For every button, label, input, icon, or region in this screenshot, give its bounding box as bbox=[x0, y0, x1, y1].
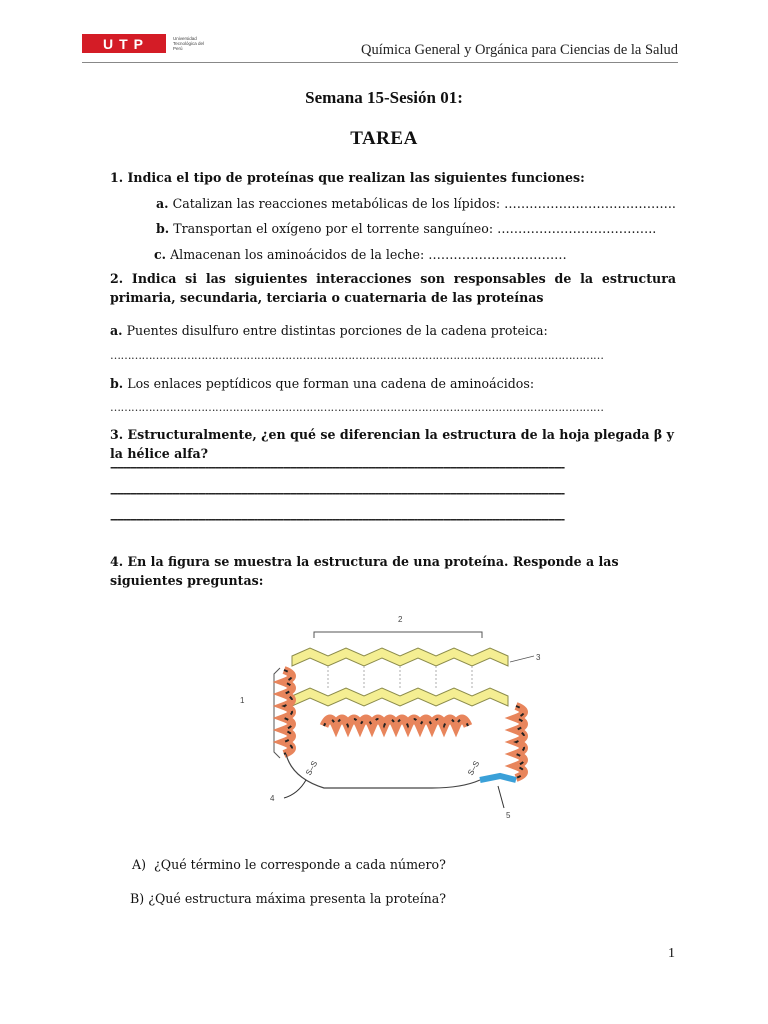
beta-sheet-upper bbox=[292, 648, 508, 666]
q1-item-c bbox=[154, 245, 567, 264]
q4-prompt: 4. En la figura se muestra la estructura de una proteína. Responde a las siguientes preguntas: bbox=[110, 554, 619, 588]
alpha-helix-right bbox=[516, 706, 524, 778]
q4-subquestion-a bbox=[132, 855, 446, 874]
figure-label-5: 5 bbox=[506, 811, 511, 820]
beta-sheet-lower bbox=[292, 688, 508, 706]
q1-item-a-letter: a. bbox=[156, 196, 169, 211]
figure-label-1: 1 bbox=[240, 696, 245, 705]
header-divider bbox=[82, 62, 678, 63]
q1-item-a bbox=[156, 194, 676, 213]
blue-loop-segment bbox=[480, 776, 516, 780]
alpha-helix-left bbox=[284, 670, 292, 754]
utp-logo bbox=[82, 34, 209, 53]
q2-item-b-text: Los enlaces peptídicos que forman una cadena de aminoácidos: bbox=[127, 376, 535, 391]
disulfide-bridge-right: S–S bbox=[465, 759, 482, 777]
q1-item-b-letter: b. bbox=[156, 221, 170, 236]
q4-subquestion-a-letter: A) bbox=[132, 857, 147, 872]
week-title: Semana 15-Sesión 01: bbox=[305, 88, 463, 107]
assignment-title: TAREA bbox=[350, 128, 418, 149]
page-number: 1 bbox=[668, 946, 675, 961]
q3-answer-line: ------------------------------------------------------------------------------------------------------------------------------------------- bbox=[110, 513, 564, 526]
q1-prompt: 1. Indica el tipo de proteínas que realizan las siguientes funciones: bbox=[110, 170, 585, 185]
q4-subquestion-a-text: ¿Qué término le corresponde a cada número? bbox=[154, 857, 446, 872]
hydrogen-bonds bbox=[328, 666, 472, 688]
figure-label-4: 4 bbox=[270, 794, 275, 803]
q3-prompt: 3. Estructuralmente, ¿en qué se diferencian la estructura de la hoja plegada β y la hélice alfa? bbox=[110, 427, 674, 461]
course-title: Química General y Orgánica para Ciencias de la Salud bbox=[361, 42, 678, 58]
q4-subquestion-b-letter: B) bbox=[130, 891, 145, 906]
q2-prompt: 2. Indica si las siguientes interacciones son responsables de la estructura primaria, secundaria, terciaria o cuaternaria de las proteínas bbox=[110, 271, 676, 305]
q1-item-c-text: Almacenan los aminoácidos de la leche: …………………………… bbox=[170, 247, 567, 262]
logo-letters: UTP bbox=[82, 34, 166, 53]
disulfide-bridge-left: S–S bbox=[303, 759, 320, 777]
q3-answer-line: ------------------------------------------------------------------------------------------------------------------------------------------- bbox=[110, 487, 564, 500]
q2-answer-line-b: …………………………………………………………………………………………………………………………… bbox=[110, 401, 604, 414]
q2-item-b bbox=[110, 374, 534, 393]
q4-subquestion-b bbox=[130, 889, 446, 908]
q1-item-b bbox=[156, 219, 656, 238]
q1-item-c-letter: c. bbox=[154, 247, 167, 262]
q3-answer-line: ------------------------------------------------------------------------------------------------------------------------------------------- bbox=[110, 461, 564, 474]
figure-label-2: 2 bbox=[398, 615, 403, 624]
q2-item-b-letter: b. bbox=[110, 376, 124, 391]
q2-item-a bbox=[110, 321, 548, 340]
q1-item-a-text: Catalizan las reacciones metabólicas de los lípidos: ………………………………….. bbox=[172, 196, 676, 211]
q2-answer-line-a: …………………………………………………………………………………………………………………………… bbox=[110, 349, 604, 362]
bracket-2 bbox=[314, 632, 482, 638]
page-header bbox=[82, 30, 678, 64]
q4-subquestion-b-text: ¿Qué estructura máxima presenta la proteína? bbox=[148, 891, 446, 906]
q2-item-a-letter: a. bbox=[110, 323, 123, 338]
q1-item-b-text: Transportan el oxígeno por el torrente sanguíneo: ……………………………….. bbox=[173, 221, 657, 236]
logo-caption: Universidad Tecnológica del Perú bbox=[173, 36, 205, 51]
protein-structure-figure bbox=[232, 608, 552, 838]
alpha-helix-middle bbox=[324, 719, 468, 726]
q2-item-a-text: Puentes disulfuro entre distintas porciones de la cadena proteica: bbox=[126, 323, 548, 338]
figure-label-3: 3 bbox=[536, 653, 541, 662]
